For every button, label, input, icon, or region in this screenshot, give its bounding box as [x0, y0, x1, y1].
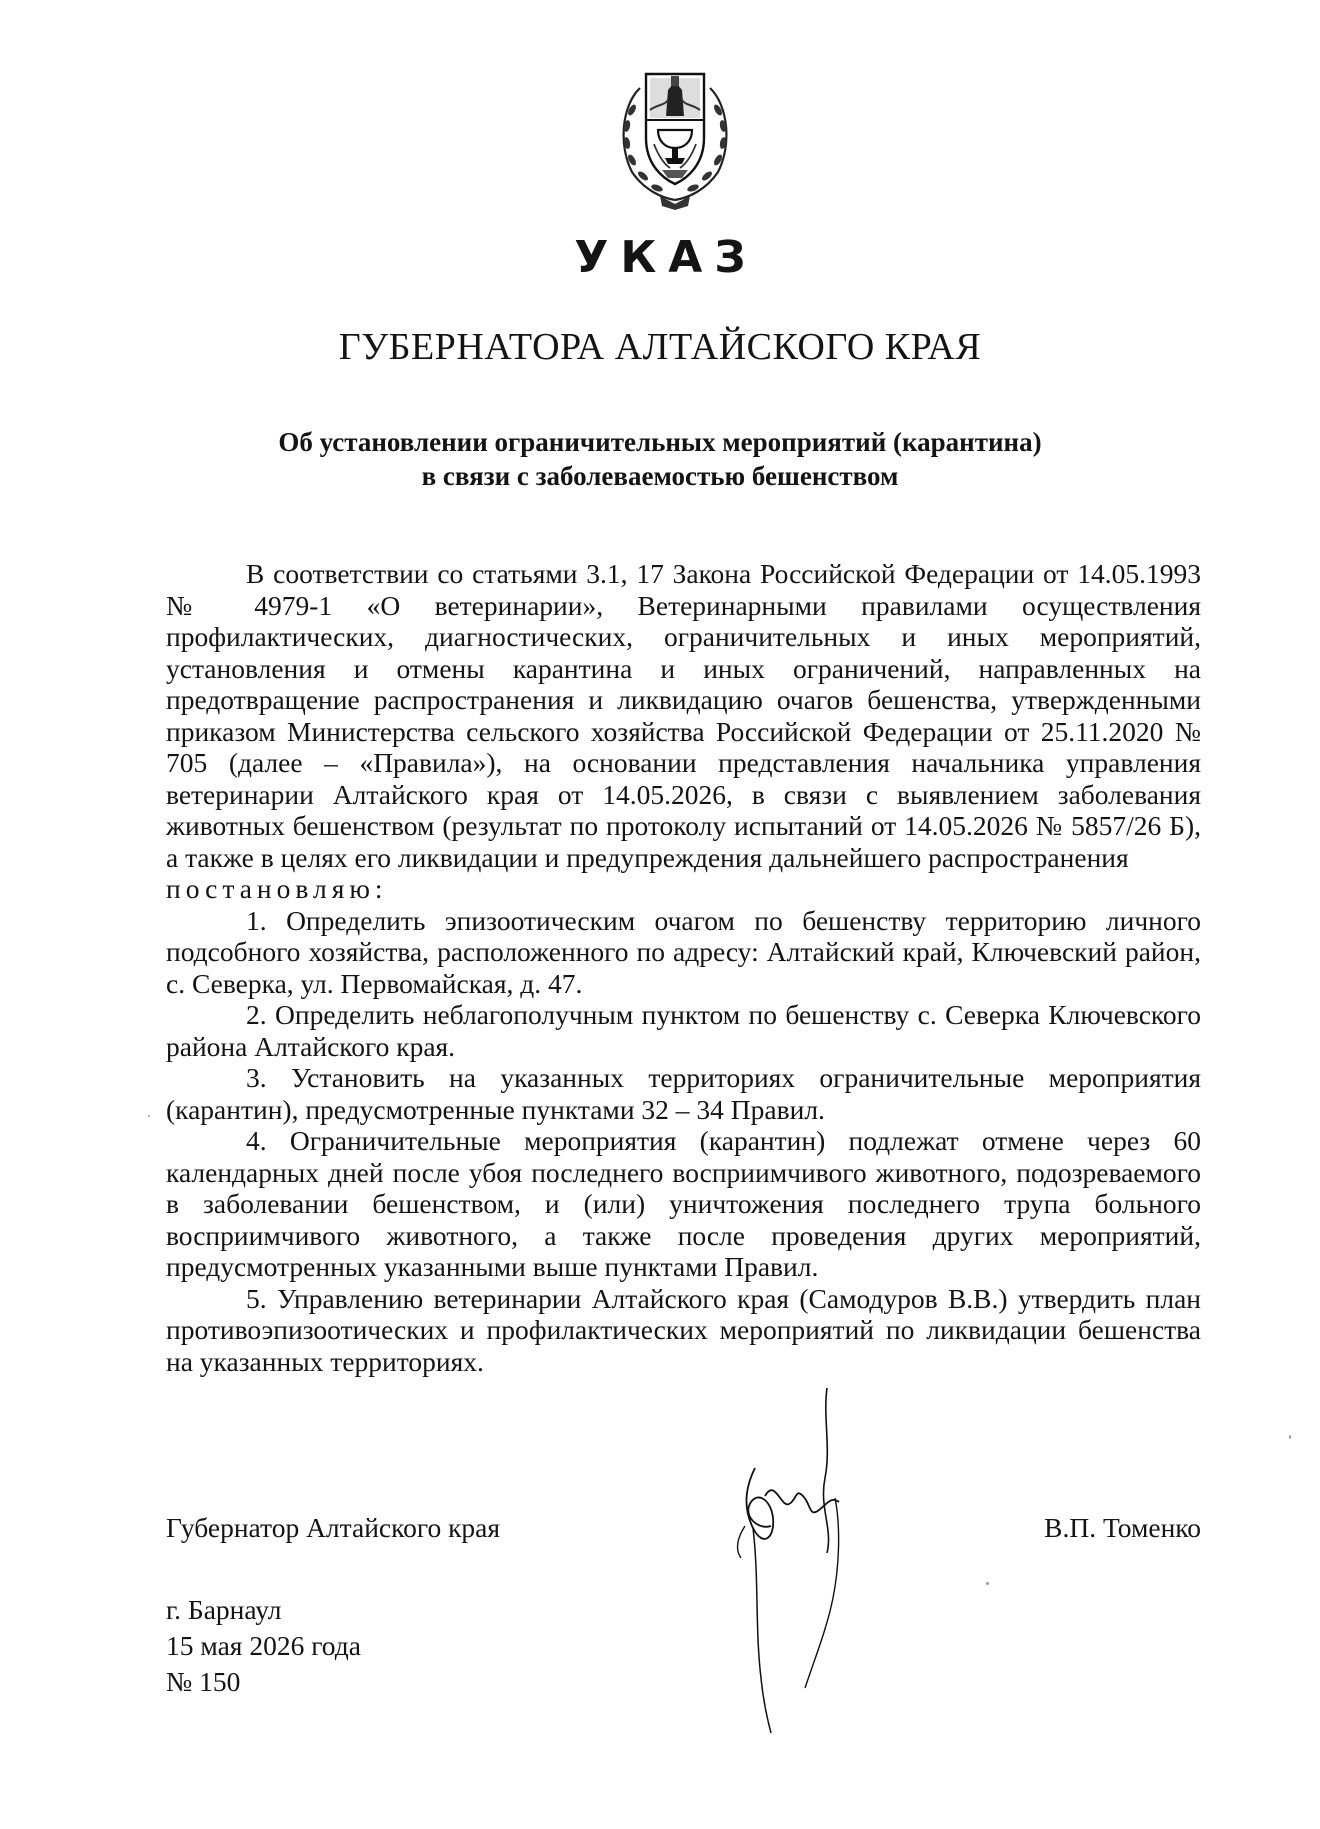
decree-item-4: 4. Ограничительные мероприятия (карантин) подлежат отмене через 60 календарных дней после убоя последнего восприимчивого животного, подозреваемого в заболевании бешенством, и (или) уничтожения последнего трупа больного восприимчивого животного, а также после проведения других мероприятий, предусмотренных указанными выше пунктами Правил.	[166, 1125, 1201, 1282]
issue-date: 15 мая 2026 года	[166, 1630, 361, 1661]
decree-number: № 150	[166, 1666, 241, 1697]
coat-of-arms-emblem	[610, 60, 740, 210]
decree-title	[0, 425, 1320, 493]
decree-item-3: 3. Установить на указанных территориях ограничительные мероприятия (карантин), предусмотренные пунктами 32 – 34 Правил.	[166, 1062, 1201, 1125]
decree-item-1: 1. Определить эпизоотическим очагом по бешенству территорию личного подсобного хозяйства, расположенного по адресу: Алтайский край, Ключевский район, с. Северка, ул. Первомайская, д. 47.	[166, 904, 1201, 999]
preamble-paragraph: В соответствии со статьями 3.1, 17 Закона Российской Федерации от 14.05.1993 № 4979-1 «О ветеринарии», Ветеринарными правилами осуществления профилактических, диагностических, ограничительных и иных мероприятий, установления и отмены карантина и иных ограничений, направленных на предотвращение распространения и ликвидацию очагов бешенства, утвержденными приказом Министерства сельского хозяйства Российской Федерации от 25.11.2020 № 705 (далее – «Правила»), на основании представления начальника управления ветеринарии Алтайского края от 14.05.2026, в связи с выявлением заболевания животных бешенством (результат по протоколу испытаний от 14.05.2026 № 5857/26 Б), а также в целях его ликвидации и предупреждения дальнейшего распространения	[166, 558, 1201, 873]
scan-speck	[986, 1582, 989, 1585]
decree-word: постановляю:	[166, 873, 388, 904]
document-type-heading: УКАЗ	[574, 232, 758, 283]
place-date-number	[166, 1592, 361, 1700]
scan-speck	[1289, 1435, 1291, 1439]
decree-title-line-1: Об установлении ограничительных мероприятий (карантина)	[278, 427, 1042, 457]
decree-item-5: 5. Управлению ветеринарии Алтайского края (Самодуров В.В.) утвердить план противоэпизоотических и профилактических мероприятий по ликвидации бешенства на указанных территориях.	[166, 1282, 1201, 1377]
decree-title-line-2: в связи с заболеваемостью бешенством	[421, 461, 899, 491]
decree-body	[166, 558, 1201, 1377]
issuer-heading: ГУБЕРНАТОРА АЛТАЙСКОГО КРАЯ	[338, 326, 982, 368]
decree-item-2: 2. Определить неблагополучным пунктом по бешенству с. Северка Ключевского района Алтайского края.	[166, 999, 1201, 1062]
signature-block	[166, 1512, 1201, 1552]
scan-speck	[148, 1115, 150, 1117]
handwritten-signature	[715, 1378, 885, 1738]
signatory-name: В.П. Томенко	[1044, 1512, 1201, 1543]
signatory-position: Губернатор Алтайского края	[166, 1512, 501, 1543]
issue-city: г. Барнаул	[166, 1594, 282, 1625]
